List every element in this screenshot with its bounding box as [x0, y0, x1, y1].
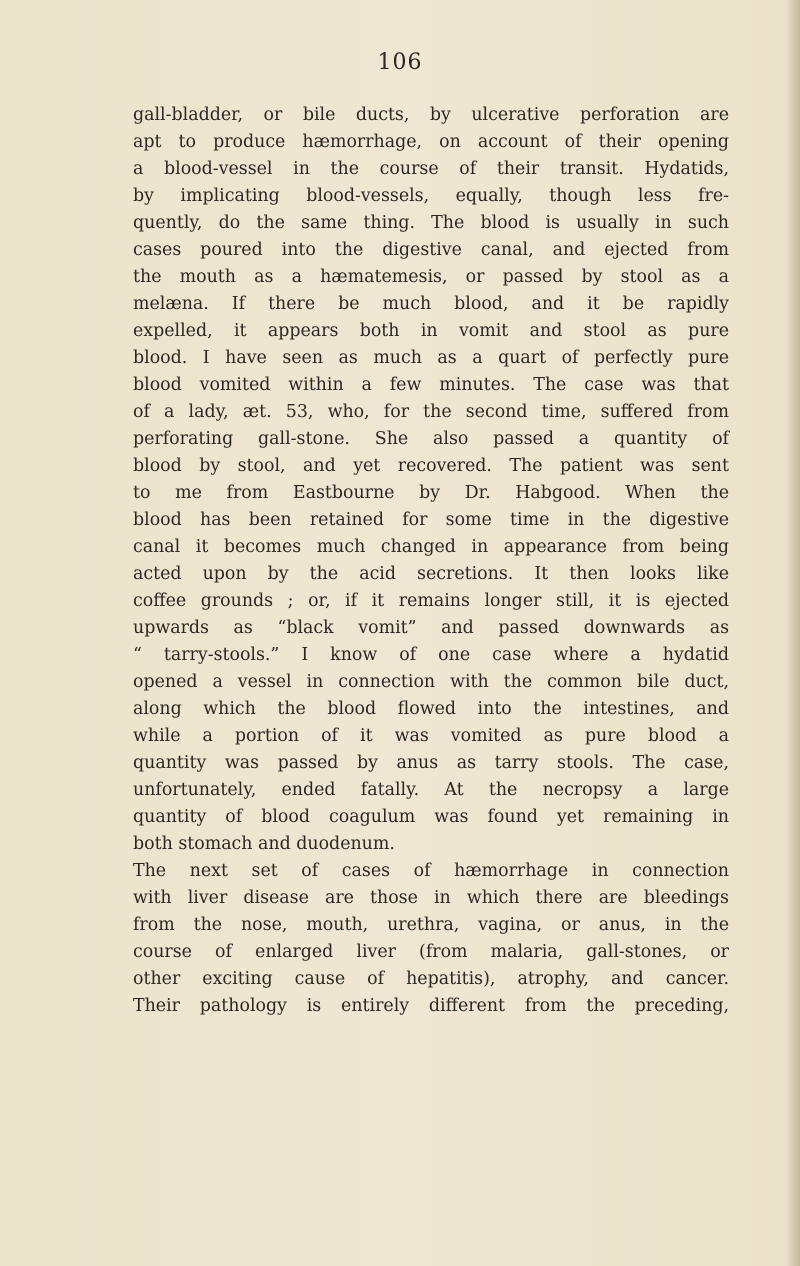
text-line-23: along which the blood flowed into the intestines, and [133, 699, 729, 719]
text-line-20: upwards as “black vomit” and passed downwards as [133, 618, 729, 638]
text-line-17: canal it becomes much changed in appearance from being [133, 537, 729, 557]
text-line-30: with liver disease are those in which there are bleedings [133, 888, 729, 908]
text-line-21: “ tarry-stools.” I know of one case where a hydatid [133, 645, 729, 665]
text-line-25: quantity was passed by anus as tarry stools. The case, [133, 753, 729, 773]
page-number: 106 [377, 50, 423, 75]
text-line-16: blood has been retained for some time in the digestive [133, 510, 729, 530]
text-line-6: cases poured into the digestive canal, and ejected from [133, 240, 729, 260]
text-line-24: while a portion of it was vomited as pure blood a [133, 726, 729, 746]
text-line-26: unfortunately, ended fatally. At the necropsy a large [133, 780, 729, 800]
text-line-29: The next set of cases of hæmorrhage in connection [133, 861, 729, 881]
text-line-18: acted upon by the acid secretions. It then looks like [133, 564, 729, 584]
body-text [133, 102, 729, 1020]
text-line-10: blood. I have seen as much as a quart of perfectly pure [133, 348, 729, 368]
text-line-27: quantity of blood coagulum was found yet remaining in [133, 807, 729, 827]
text-line-2: apt to produce hæmorrhage, on account of their opening [133, 132, 729, 152]
text-line-32: course of enlarged liver (from malaria, gall-stones, or [133, 942, 729, 962]
page-edge-shadow [786, 0, 800, 1266]
text-line-34: Their pathology is entirely different from the preceding, [133, 996, 729, 1016]
text-line-4: by implicating blood-vessels, equally, though less fre- [133, 186, 729, 206]
text-line-9: expelled, it appears both in vomit and stool as pure [133, 321, 729, 341]
text-line-22: opened a vessel in connection with the common bile duct, [133, 672, 729, 692]
text-line-14: blood by stool, and yet recovered. The patient was sent [133, 456, 729, 476]
text-line-31: from the nose, mouth, urethra, vagina, or anus, in the [133, 915, 729, 935]
text-line-13: perforating gall-stone. She also passed a quantity of [133, 429, 729, 449]
text-line-19: coffee grounds ; or, if it remains longer still, it is ejected [133, 591, 729, 611]
text-line-3: a blood-vessel in the course of their transit. Hydatids, [133, 159, 729, 179]
text-line-1: gall-bladder, or bile ducts, by ulcerative perforation are [133, 105, 729, 125]
text-line-7: the mouth as a hæmatemesis, or passed by stool as a [133, 267, 729, 287]
text-line-28: both stomach and duodenum. [133, 834, 395, 854]
text-line-15: to me from Eastbourne by Dr. Habgood. When the [133, 483, 729, 503]
text-line-8: melæna. If there be much blood, and it be rapidly [133, 294, 729, 314]
text-line-5: quently, do the same thing. The blood is usually in such [133, 213, 729, 233]
text-line-33: other exciting cause of hepatitis), atrophy, and cancer. [133, 969, 729, 989]
text-line-11: blood vomited within a few minutes. The case was that [133, 375, 729, 395]
text-line-12: of a lady, æt. 53, who, for the second time, suffered from [133, 402, 729, 422]
